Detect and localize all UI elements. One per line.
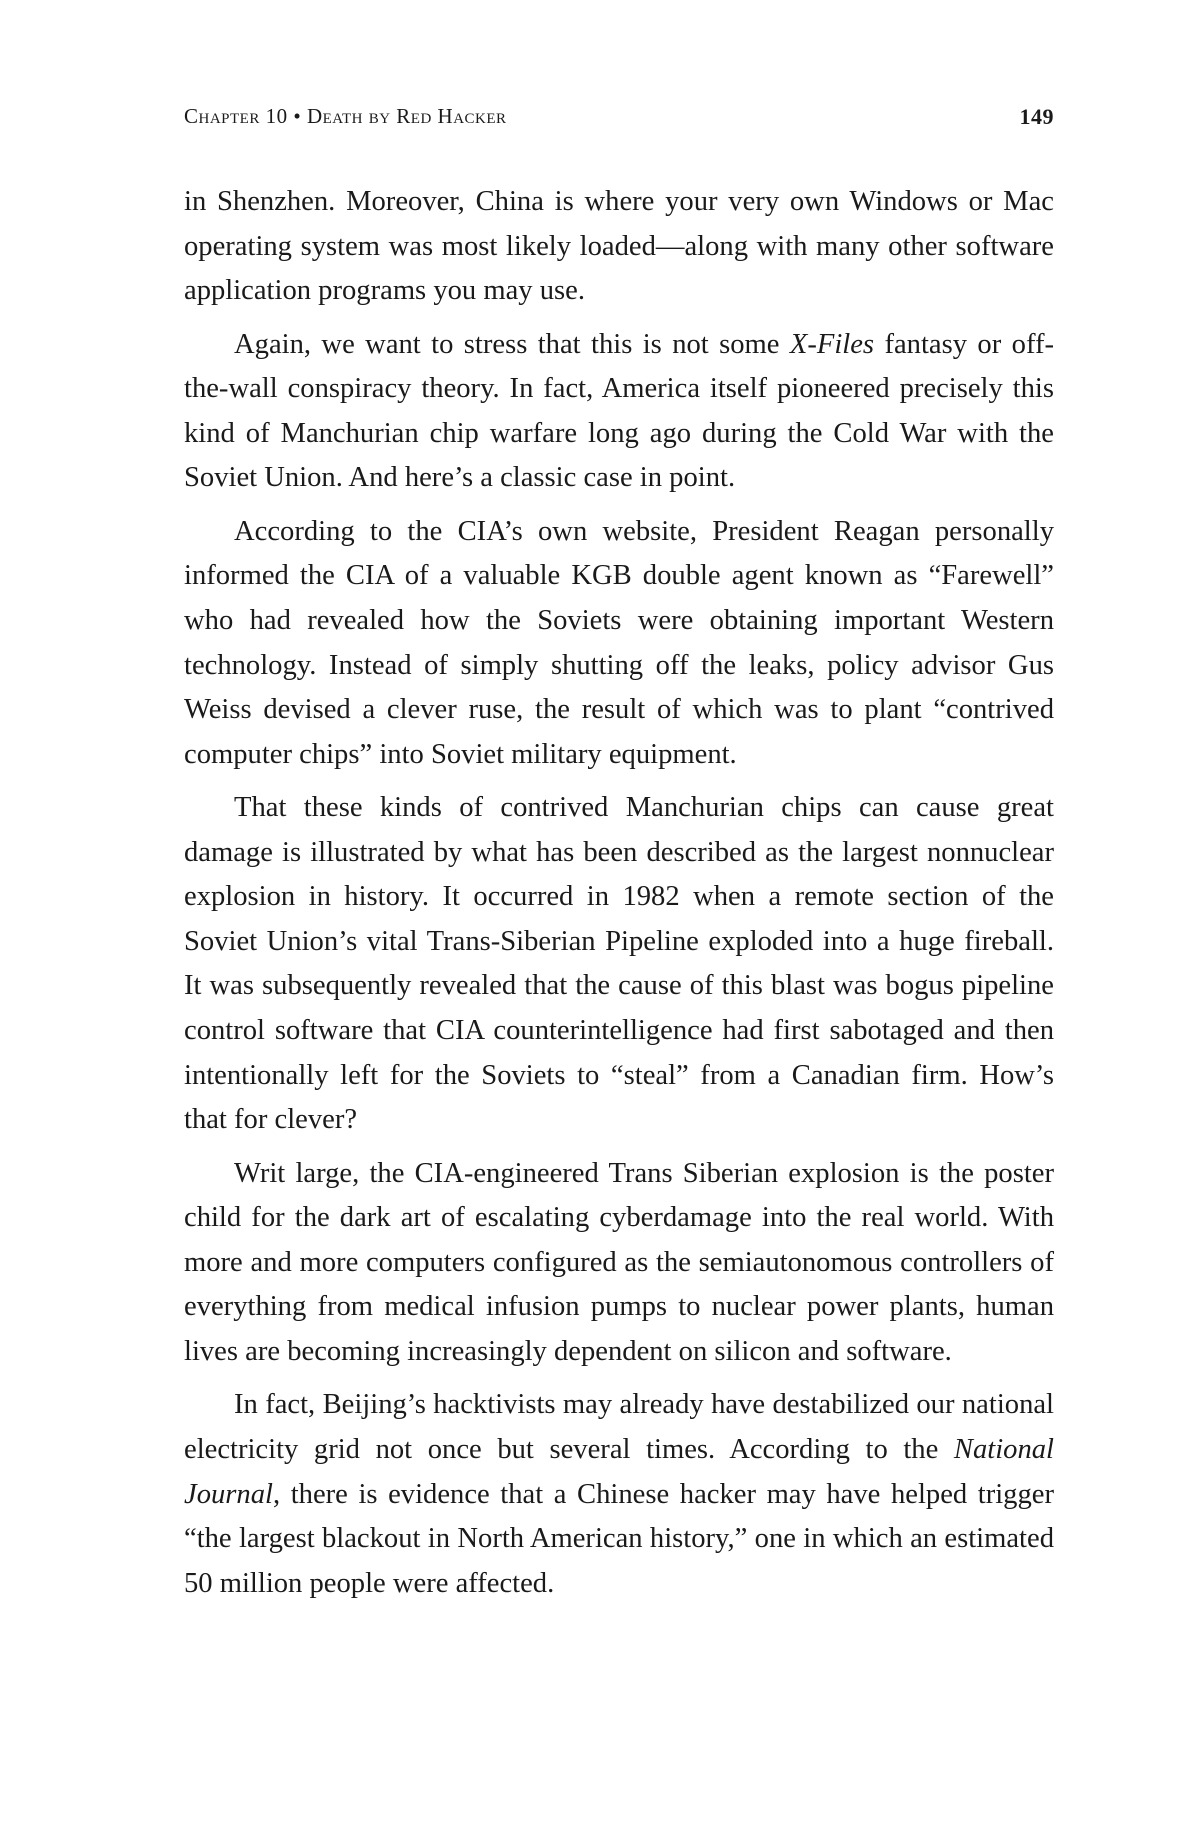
body-text	[184, 180, 1054, 1615]
paragraph-1: in Shenzhen. Moreover, China is where your very own Windows or Mac operating system was most likely loaded—along with many other software application programs you may use.	[184, 186, 1054, 307]
page-number: 149	[1019, 104, 1054, 129]
bullet-separator: •	[293, 104, 302, 128]
x-files-title: X-Files	[789, 328, 875, 360]
chapter-title: Death by Red Hacker	[306, 104, 507, 128]
running-head-left	[184, 104, 507, 129]
running-head	[184, 104, 1054, 134]
paragraph-6-part-1: In fact, Beijing’s hacktivists may already have destabilized our national electricity grid not once but several times. According to the	[184, 1389, 1054, 1466]
paragraph-6-part-2: , there is evidence that a Chinese hacker may have helped trigger “the largest blackout in North American history,” one in which an estimated 50 million people were affected.	[184, 1478, 1054, 1599]
paragraph-2-part-1: Again, we want to stress that this is not some	[234, 328, 790, 360]
paragraph-3: According to the CIA’s own website, President Reagan personally informed the CIA of a valuable KGB double agent known as “Farewell” who had revealed how the Soviets were obtaining important Western technology. Instead of simply shutting off the leaks, policy advisor Gus Weiss devised a clever ruse, the result of which was to plant “contrived computer chips” into Soviet military equipment.	[184, 515, 1054, 770]
book-page	[184, 0, 1054, 1836]
paragraph-5: Writ large, the CIA-engineered Trans Siberian explosion is the poster child for the dark art of escalating cyberdamage into the real world. With more and more computers configured as the semiautonomous controllers of everything from medical infusion pumps to nuclear power plants, human lives are becoming increasingly dependent on silicon and software.	[184, 1157, 1054, 1368]
chapter-label: Chapter 10	[184, 104, 288, 128]
paragraph-2-part-2: fantasy or off-the-wall conspiracy theory. In fact, America itself pioneered precisely this kind of Manchurian chip warfare long ago during the Cold War with the Soviet Union. And here’s a classic case in point.	[184, 328, 1054, 494]
paragraph-2	[184, 323, 1054, 501]
national-journal-title: National Journal	[184, 1434, 1054, 1510]
paragraph-6	[184, 1383, 1054, 1606]
paragraph-4: That these kinds of contrived Manchurian chips can cause great damage is illustrated by what has been described as the largest nonnuclear explosion in history. It occurred in 1982 when a remote section of the Soviet Union’s vital Trans-Siberian Pipeline exploded into a huge fireball. It was subsequently revealed that the cause of this blast was bogus pipeline control software that CIA counterintelligence had first sabotaged and then intentionally left for the Soviets to “steal” from a Canadian firm. How’s that for clever?	[184, 792, 1054, 1136]
